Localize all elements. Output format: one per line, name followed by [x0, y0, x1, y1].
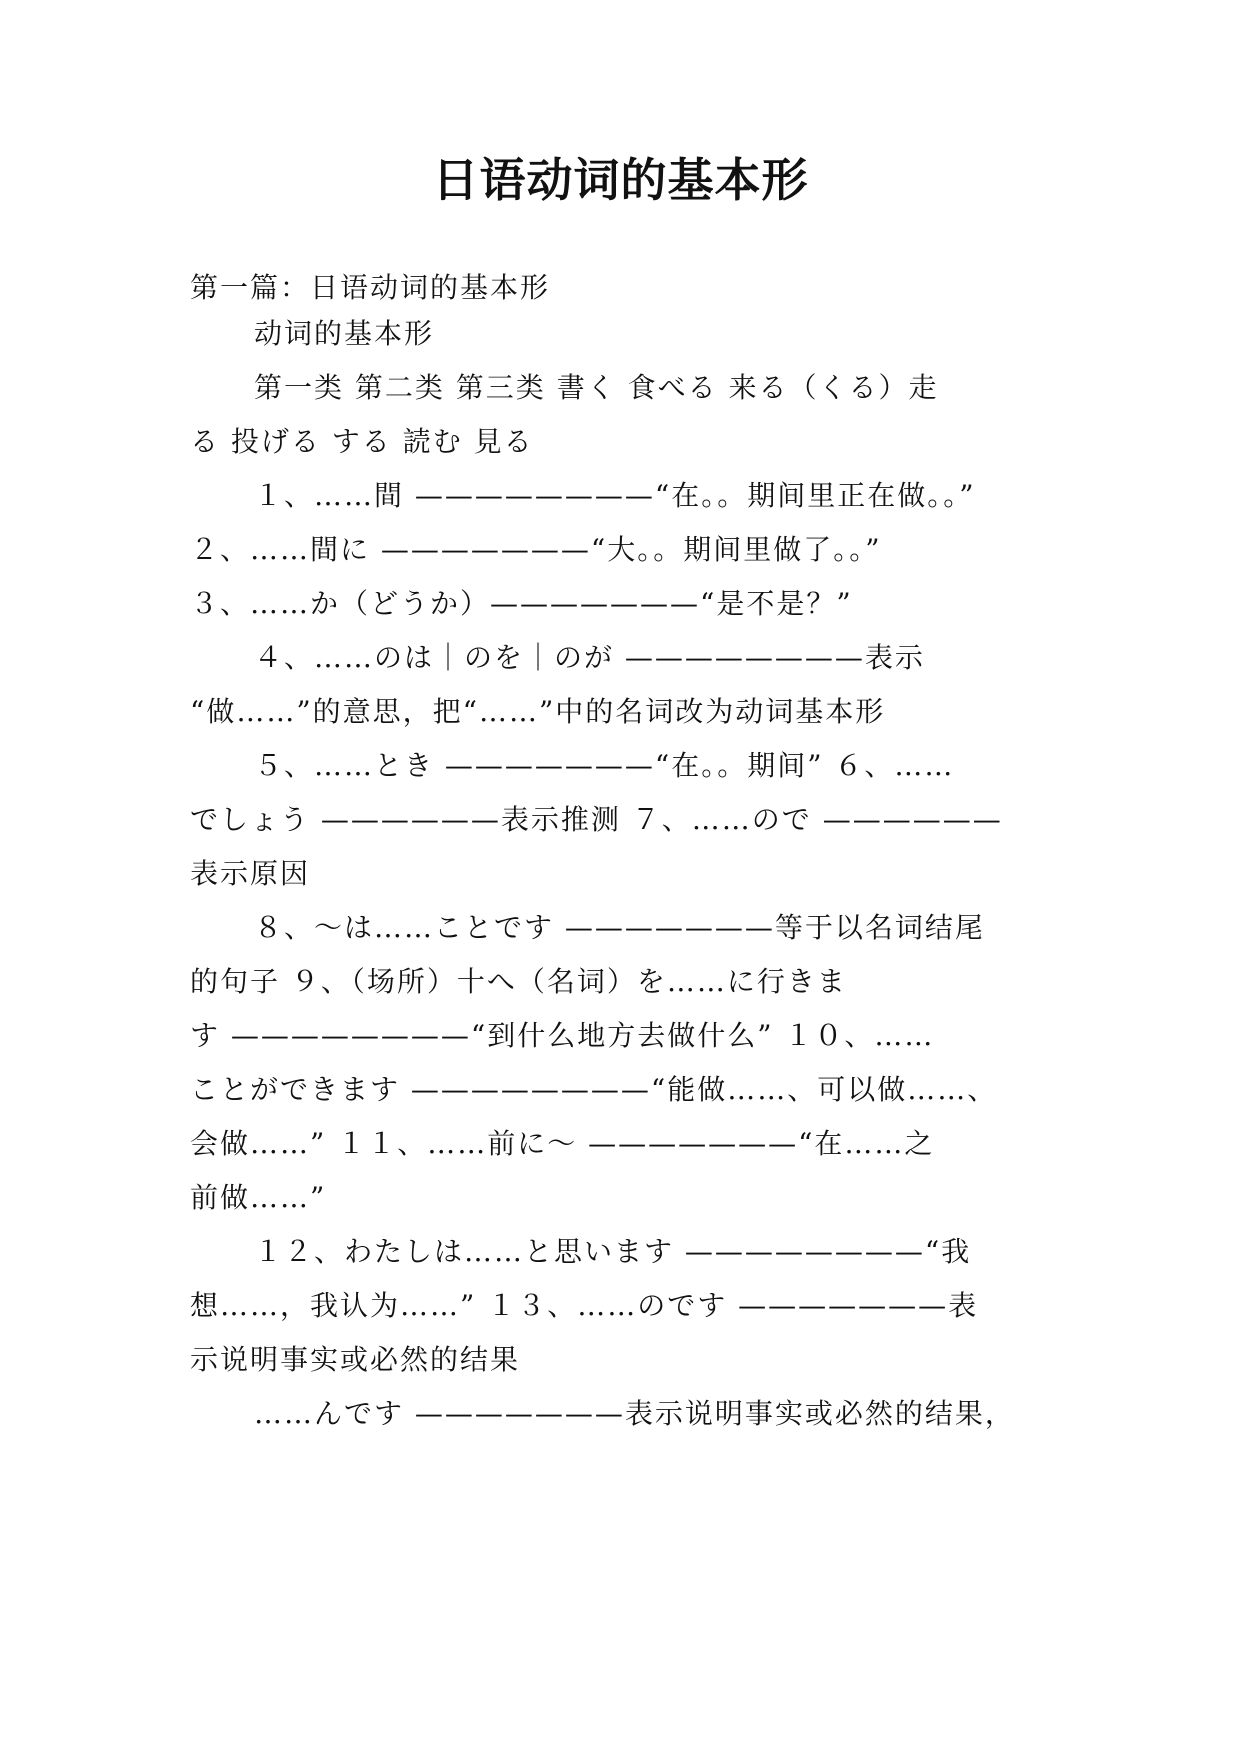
text-line: 想……，我认为……” １３、……のです ———————表	[190, 1289, 979, 1322]
text-line: ４、……のは｜のを｜のが ————————表示	[254, 641, 925, 674]
text-line: ８、～は……ことです ———————等于以名词结尾	[254, 911, 985, 944]
text-line: 第一篇：日语动词的基本形	[190, 271, 551, 304]
text-line: 第一类 第二类 第三类 書く 食べる 来る（くる）走	[254, 371, 939, 404]
text-line: １、……間 ————————“在。。期间里正在做。。”	[254, 479, 976, 512]
text-line: ２、……間に ———————“大。。期间里做了。。”	[190, 533, 882, 566]
text-line: る 投げる する 読む 見る	[190, 425, 534, 458]
text-line: 前做……”	[190, 1181, 327, 1214]
text-line: す ————————“到什么地方去做什么” １０、……	[190, 1019, 935, 1052]
text-line: ３、……か（どうか）———————“是不是？”	[190, 587, 853, 620]
text-line: １２、わたしは……と思います ————————“我	[254, 1235, 972, 1268]
text-line: ことができます ————————“能做……、可以做……、	[190, 1073, 998, 1106]
page-title: 日语动词的基本形	[432, 153, 809, 207]
text-line: 表示原因	[190, 857, 311, 890]
text-line: でしょう ——————表示推测 ７、……ので ——————	[190, 803, 1003, 836]
text-line: 会做……” １１、……前に～ ———————“在……之	[190, 1127, 935, 1160]
text-line: ５、……とき ———————“在。。期间” ６、……	[254, 749, 955, 782]
text-line: ……んです ———————表示说明事实或必然的结果，	[254, 1397, 1015, 1430]
text-line: 动词的基本形	[254, 317, 435, 350]
text-line: 示说明事实或必然的结果	[190, 1343, 521, 1376]
text-line: “做……”的意思，把“……”中的名词改为动词基本形	[190, 695, 886, 728]
text-line: 的句子 ９、（场所）十へ（名词）を……に行きま	[190, 965, 847, 998]
